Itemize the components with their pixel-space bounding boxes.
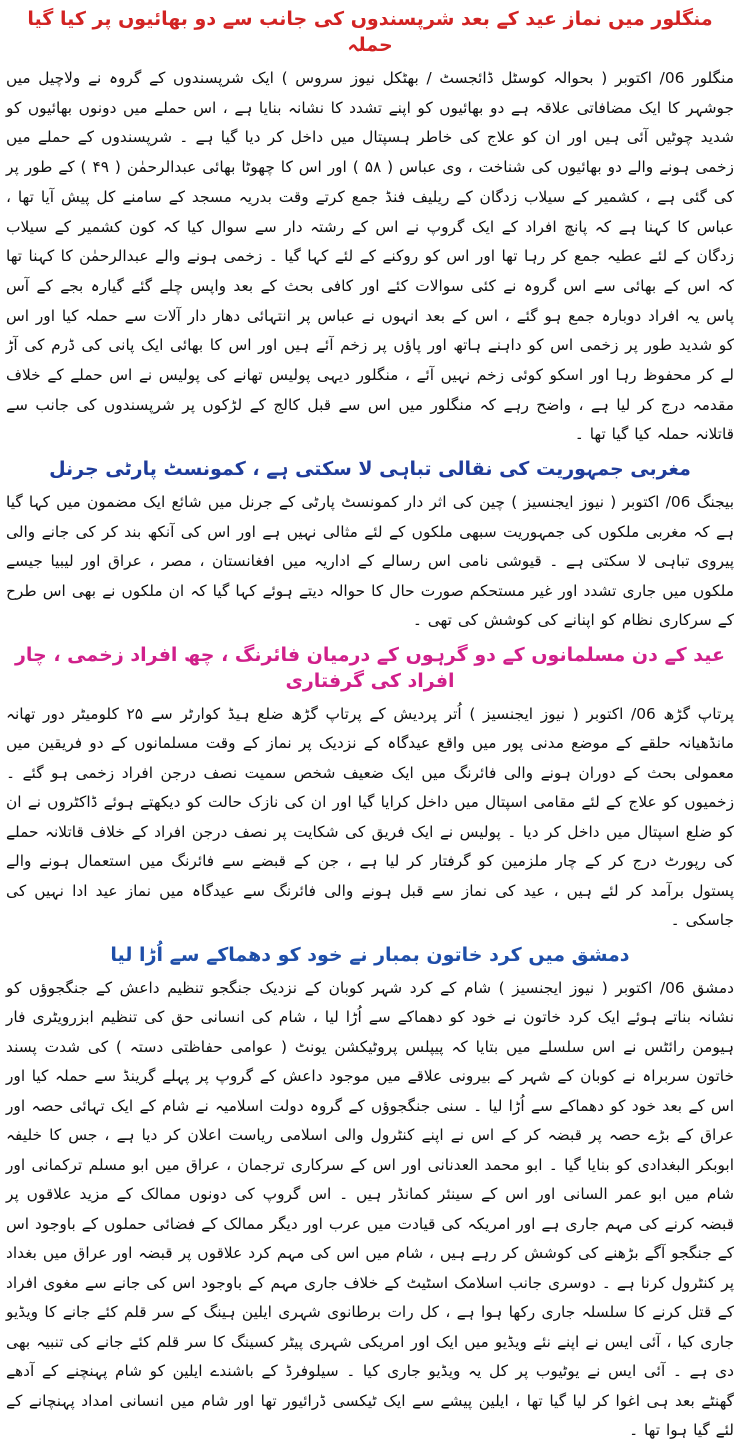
article-eid-firing: [6, 642, 734, 936]
article-western-democracy: [6, 456, 734, 636]
article-body-pratapgarh: پرتاپ گڑھ 06/ اکتوبر ( نیوز ایجنسیز ) اُتر پردیش کے پرتاپ گڑھ ضلع ہیڈ کوارٹر سے ۲۵ کلومیٹر دور تھانہ مانڈھیانہ حلقے کے موضع مدنی پور میں واقع عیدگاہ کے نزدیک پر نماز کے وقت مسلمانوں کے دو فریقین میں معمولی بحث کے دوران ہونے والی فائرنگ میں ایک ضعیف شخص سمیت نصف درجن افراد زخمی ہو گئے ۔ زخمیوں کو علاج کے لئے مقامی اسپتال میں داخل کرایا گیا اور ان کی نازک حالت کو دیکھتے ہوئے ڈاکٹروں نے ان کو ضلع اسپتال میں داخل کر دیا ۔ پولیس نے ایک فریق کی شکایت پر نصف درجن افراد کے خلاف قاتلانہ حملے کی رپورٹ درج کر کے چار ملزمین کو گرفتار کر لیا ہے ، جن کے قبضے سے فائرنگ میں استعمال ہونے والے پستول برآمد کر لئے ہیں ، عید کی نماز سے قبل ہونے والی فائرنگ سے عیدگاہ میں نماز عید ادا نہیں کی جاسکی ۔: [6, 704, 735, 930]
article-damascus-bomber: [6, 942, 734, 1446]
headline-western-democracy: مغربی جمہوریت کی نقالی تباہی لا سکتی ہے ، کمونسٹ پارٹی جرنل: [49, 458, 691, 481]
article-body-damascus: دمشق 06/ اکتوبر ( نیوز ایجنسیز ) شام کے کرد شہر کوبان کے نزدیک جنگجو تنظیم داعش کے جنگجوؤں کو نشانہ بناتے ہوئے ایک کرد خاتون نے خود کو دھماکے سے اُڑا لیا ، شام کی انسانی حق کی تنظیم ابزرویٹری فار ہیومن رائٹس نے اس سلسلے میں بتایا کہ پیپلس پروٹیکشن یونٹ ( عوامی حفاظتی دستہ ) کی شدت پسند خاتون سربراہ نے کوبان کے شہر کے بیرونی علاقے میں موجود داعش کے گروپ پر پہلے گرینڈ سے حملہ کیا اور اس کے بعد خود کو دھماکے سے اُڑا لیا ۔ سنی جنگجوؤں کے گروہ دولت اسلامیہ نے شام کے ایک تہائی حصہ اور عراق کے بڑے حصہ پر قبضہ کر کے اس نے اپنے کنٹرول والی اسلامی ریاست اعلان کر دیا ہے ، جس کا خلیفہ ابوبکر البغدادی کو بنایا گیا ۔ ابو محمد العدنانی اور اس کے سرکاری ترجمان ، عراق میں ابو مسلم ترکمانی اور شام میں ابو عمر السانی اور اس کے سینئر کمانڈر ہیں ۔ اس گروپ کی دونوں ممالک کے مزید علاقوں پر قبضہ کرنے کی مہم جاری ہے اور امریکہ کی قیادت میں عرب اور دیگر ممالک کے فضائی حملوں کے باوجود اس کے جنگجو آگے بڑھنے کی کوشش کر رہے ہیں ، شام میں اس کی مہم کرد علاقوں پر قبضہ اور عراق میں بغداد پر کنٹرول کرنا ہے ۔ دوسری جانب اسلامک اسٹیٹ کے خلاف جاری مہم کے باوجود اس کی جانے سے مغوی افراد کے قتل کرنے کا سلسلہ جاری رکھا ہوا ہے ، کل رات برطانوی شہری ایلین ہینگ کے سر قلم کئے جانے کا ویڈیو جاری کیا ، آئی ایس نے اپنے نئے ویڈیو میں ایک اور امریکی شہری پیٹر کسینگ کا سر قلم کئے جانے کی تنبیہ بھی دی ہے ۔ آئی ایس نے یوٹیوب پر کل یہ ویڈیو جاری کیا ۔ سیلوفرڈ کے باشندے ایلین کو شام پہنچنے کے آدھے گھنٹے بعد ہی اغوا کر لیا گیا تھا ، ایلین پیشے سے ایک ٹیکسی ڈرائیور تھا اور شام میں انسانی امداد پہنچانے کے لئے گیا ہوا تھا ۔: [6, 978, 734, 1440]
article-body-beijing: بیجنگ 06/ اکتوبر ( نیوز ایجنسیز ) چین کی اثر دار کمونسٹ پارٹی کے جرنل میں شائع ایک مضمون میں کہا گیا ہے کہ مغربی ملکوں کی جمہوریت سبھی ملکوں کے لئے مثالی نہیں ہے اور اس کی آنکھ بند کر کی جانے والی پیروی تباہی لا سکتی ہے ۔ قیوشی نامی اس رسالے کے اداریہ میں افغانستان ، مصر ، عراق اور لیبیا جیسے ملکوں میں جاری تشدد اور غیر مستحکم صورت حال کا حوالہ دیتے ہوئے کہا گیا کہ ان ملکوں نے بھی اس طرح کے سرکاری نظام کو اپنانے کی کوشش کی تھی ۔: [6, 493, 734, 630]
headline-eid-firing: عید کے دن مسلمانوں کے دو گرہوں کے درمیان فائرنگ ، چھ افراد زخمی ، چار افراد کی گرفتاری: [14, 643, 726, 692]
headline-damascus-bomber: دمشق میں کرد خاتون بمبار نے خود کو دھماکے سے اُڑا لیا: [110, 943, 630, 966]
headline-mangalore-eid-attack: منگلور میں نماز عید کے بعد شرپسندوں کی جانب سے دو بھائیوں پر کیا گیا حملہ: [27, 8, 713, 56]
article-body-mangalore: منگلور 06/ اکتوبر ( بحوالہ کوسٹل ڈائجسٹ / بھٹکل نیوز سروس ) ایک شرپسندوں کے گروہ نے ولاچیل میں جوشہر کا ایک مضافاتی علاقہ ہے دو بھائیوں کو اپنے تشدد کا نشانہ بنایا ہے ، اس حملے میں دونوں بھائیوں کو شدید چوٹیں آئی ہیں اور ان کو علاج کی خاطر ہسپتال میں داخل کر دیا گیا ہے ۔ شرپسندوں کے حملے میں زخمی ہونے والے دو بھائیوں کی شناخت ، وی عباس ( ۵۸ ) اور اس کا چھوٹا بھائی عبدالرحمٰن ( ۴۹ ) کے طور پر کی گئی ہے ، کشمیر کے سیلاب زدگان کے ریلیف فنڈ جمع کرتے وقت بدریہ مسجد کے سامنے کل پیش آیا تھا ، عباس کا کہنا ہے کہ پانچ افراد کے ایک گروپ نے اس کے رشتہ دار سے سوال کیا کہ کون کشمیر کے سیلاب زدگان کے لئے عطیہ جمع کر رہا تھا اور اس کو روکنے کے لئے کہا گیا ۔ زخمی ہونے والے عبدالرحمٰن کا کہنا تھا کہ اس کے بھائی سے اس گروہ نے کئی سوالات کئے اور کافی بحث کے بعد واپس چلے گئے گیارہ بجے کے آس پاس یہ افراد دوبارہ جمع ہو گئے ، اس کے بعد انہوں نے عباس پر انتہائی دھار دار آلات سے حملہ کیا اور اس کو شدید طور پر زخمی اس کو داہنے ہاتھ اور پاؤں پر زخم آئے ہیں اور اس کا بھائی ایک پانی کی ڈرم کی آڑ لے کر محفوظ رہا اور اسکو کوئی زخم نہیں آئے ، منگلور دیہی پولیس تھانے کی پولیس نے اس حملے کے خلاف مقدمہ درج کر لیا ہے ، واضح رہے کہ منگلور میں اس سے قبل کالج کے لڑکوں پر شرپسندوں کی جانب سے قاتلانہ حملہ کیا گیا تھا ۔: [6, 69, 734, 444]
article-mangalore-eid-attack: [6, 6, 734, 450]
